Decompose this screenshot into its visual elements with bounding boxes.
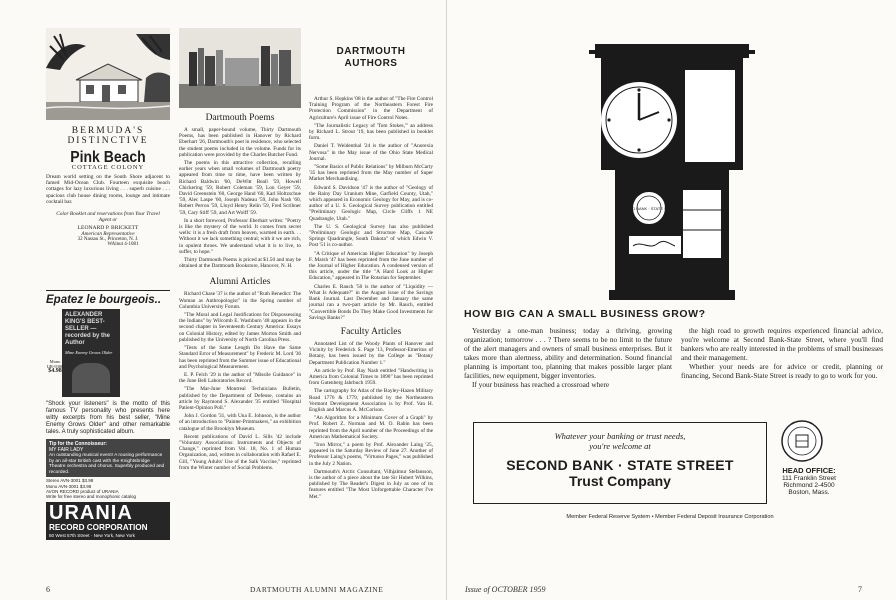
cottage-illustration — [46, 28, 170, 120]
paragraph: An article by Prof. Ray Nash entitled "Handwriting in America from Colonial Times to 1890" has been reprinted from Gutenberg Jahrbuch 1959. — [309, 367, 433, 387]
paragraph: Dartmouth's Arctic Consultant, Vilhjalmur Stefansson, is the author of a piece about the late Sir Hubert Wilkins, published by The Reader's Digest in July as one of its features entitled "The Most Unforgettable Character I've Met." — [309, 468, 433, 500]
album-photo — [72, 363, 110, 393]
paragraph: "Tests of the Same Length Do Have the Same Standard Error of Measurement" by Frederic M. Lord '36 has been reprinted from the Summer issue of Educational and Psychological Measurement. — [179, 345, 301, 370]
paragraph: John J. Gordon '31, with Una E. Johnson, is the author of an introduction to "Painter-Printmakers," an exhibition catalogue of the Brooklyn Museum. — [179, 413, 301, 432]
bermuda-booklet: Color Booklet and reservations from Your Travel Agent or — [56, 211, 160, 224]
urania-brand-sub: RECORD CORPORATION — [49, 522, 148, 532]
bermuda-name: Pink Beach — [70, 146, 146, 166]
paragraph: A small, paper-bound volume, Thirty Dartmouth Poems, has been published in Hanover by Richard Eberhart '26, Dartmouth's poet in residence, who selected the student poems included in the volume. Funds for its publication were provided by the Charles Butcher Fund. — [179, 127, 301, 158]
paragraph: Recent publications of David L. Sills '42 include "Voluntary Associations: Instruments and Objects of Change," reprinted from Vol. 18, No. 1 of Human Organization, and, written in collaboration with Rafael E. Gill, "Young Adults' Use of the Salk Vaccine," reprinted from the Winter number of Social Problems. — [179, 433, 301, 471]
paragraph: Whether your needs are for advice or credit, planning or financing, Second Bank-State Street is ready to go to work for you. — [681, 362, 883, 380]
faculty-body — [309, 341, 433, 500]
urania-brand: URANIA — [49, 501, 133, 524]
paragraph: "The Journalistic Legacy of 'Tom Stokes,'" an address by Richard L. Strout '19, has been published in booklet form. — [309, 122, 433, 142]
urania-price: $4.98 — [48, 368, 62, 374]
bermuda-line2: DISTINCTIVE — [67, 136, 149, 146]
alumni-body — [179, 291, 301, 470]
paragraph: E. P. Felch '29 is the author of "Missile Guidance" in the June Bell Laboratories Record. — [179, 371, 301, 385]
bank-body-left — [464, 326, 672, 389]
clock-seal-text: SECOND BANK · STATE STREET — [618, 206, 680, 211]
mono-line: Mono AVN-3001 $3.98 — [46, 483, 92, 489]
poems-heading: Dartmouth Poems — [205, 113, 275, 123]
paragraph: "An Algorithm for a Minimum Cover of a Graph" by Prof. Robert Z. Norman and M. O. Rabin has been reprinted from the April number of the Proceedings of the American Mathematical Society. — [309, 415, 433, 440]
paragraph: "A Critique of American Higher Education" by Joseph F. Marsh '47 has been reprinted from the June number of the Journal of Higher Education. A condensed version of this article, under the title "A Hard Look at Higher Education," appeared in The Rotarian for September. — [309, 250, 433, 282]
price-lines — [46, 478, 170, 499]
album-title: ALEXANDER KING'S BEST-SELLER — recorded by the Author — [65, 312, 111, 346]
tip-title: Tip for the Connoisseur: — [49, 441, 107, 447]
paragraph: the high road to growth requires experienced financial advice, you're welcome at Second Bank-State Street, where you'll find bankers who are really interested in the problems of small businesses and their management. — [681, 326, 883, 362]
bermuda-rep-phone: WAlnut 4-1081 — [107, 242, 139, 248]
album-cover — [62, 309, 120, 397]
mono-mark — [46, 359, 64, 374]
urania-mono-no: UR-9300 — [46, 364, 64, 369]
album-sub: Mine Enemy Grows Older — [65, 350, 113, 355]
bermuda-ad — [46, 28, 170, 286]
paragraph: Annotated List of the Woody Plants of Hanover and Vicinity by Frederick S. Page '13, Professor-Emeritus of Botany, has been issued by the College as "Botany Department Publication Number 1." — [309, 340, 433, 366]
paragraph: Charles E. Rauch '50 is the author of "Liquidity — What Is Adequate?" in the August issue of the Savings Bank Journal. Last December and January the same journal ran a two-part article by Mr. Rauch, entitled "Convertible Bonds Do They Make Good Investments for Savings Banks?" — [309, 283, 433, 321]
head-office-addr3: Boston, Mass. — [788, 489, 830, 496]
paragraph: "The Moral and Legal Justifications for Dispossessing the Indians" by Wilcomb E. Washburn '48 appears in the second chapter in Seventeenth Century America: Essays on Colonial History, edited by James Morton Smith and published by the University of North Carolina Press. — [179, 312, 301, 343]
paragraph: In a short foreword, Professor Eberhart writes: "Poetry is like the mystery of the world. It comes from secret wells: it is a fresh draft from heaven, warmed in earth. . . Without it we lack something central; with it we are rich, in opulent throes. We understand what it is to live, to suffer, to hope." — [179, 217, 301, 255]
head-office-addr2: Richmond 2-4500 — [783, 482, 835, 489]
right-page-number: 7 — [858, 585, 862, 594]
issue-date: Issue of OCTOBER 1959 — [465, 585, 546, 594]
bank-tagline1: Whatever your banking or trust needs, — [554, 431, 686, 441]
title-line2: AUTHORS — [344, 58, 398, 69]
paragraph: Arthur S. Hopkins '08 is the author of "The Fire Control Training Program of the Northeastern Forest Fire Protection Commission" in the Department of Agriculture's April issue of Fire Control Notes. — [309, 96, 433, 121]
paragraph: "Some Basics of Public Relations" by Milburn McCarty '35 has been reprinted from the May number of Super Market Merchandising. — [309, 164, 433, 183]
grandfather-clock-illustration — [589, 40, 755, 300]
stereo-line: Stereo AVN-3001 $3.98 — [46, 478, 94, 484]
urania-address: 50 West 57th Street · New York, New York — [49, 532, 135, 538]
urania-logo-block — [46, 502, 170, 540]
urania-mono-label: Mono — [49, 359, 61, 364]
left-page-number: 6 — [46, 585, 50, 594]
paragraph: The U. S. Geological Survey has also published "Preliminary Geologic and Structure Map, Cascade Springs Quadrangle, South Dakota" of which Edwin V. Post '51 is co-author. — [309, 223, 433, 249]
bank-seal-icon — [781, 420, 823, 462]
connoisseur-box — [46, 439, 170, 477]
magazine-name: DARTMOUTH ALUMNI MAGAZINE — [250, 585, 384, 594]
paragraph: The cartography for Atlas of the Bayley-Hazen Military Road 1776 & 1779, published by the Northeastern Vermont Development Association is by Prof. Van H. English and Marcus A. McCorison. — [309, 388, 433, 413]
paragraph: Thirty Dartmouth Poems is priced at $1.50 and may be obtained at the Dartmouth Bookstore, Hanover, N. H. — [179, 257, 301, 270]
bank-headline: HOW BIG CAN A SMALL BUSINESS GROW? — [464, 308, 706, 320]
poems-body — [179, 127, 301, 269]
alumni-heading: Alumni Articles — [209, 277, 271, 288]
books-photo — [179, 28, 301, 108]
paragraph: Yesterday a one-man business; today a thriving, growing organization; tomorrow . . . ? There seems to be no limit to the future of the alert managers and owners of small business enterprises. But it takes more than alertness, ability and determination. Sound financial planning is important too, planning that makes possible larger plant facilities, new equipment, bigger inventories. — [464, 326, 672, 380]
bermuda-rep-addr: 32 Nassau St., Princeton, N. J. — [77, 237, 139, 243]
avon-line: AVON RECORD product of URANIA — [46, 488, 119, 494]
right-page — [447, 0, 896, 600]
urania-headline: Epatez le bourgeois.. — [46, 290, 170, 306]
tip-body: An outstanding musical event! A rousing performance by an all-star British cast with the Knightsbridge Theatre orchestra and chorus. Superbly produced and recorded. — [49, 453, 165, 475]
member-line: Member Federal Reserve System • Member Federal Deposit Insurance Corporation — [566, 514, 774, 520]
faculty-heading: Faculty Articles — [340, 326, 402, 337]
catalog-line: Write for free stereo and monophonic catalog — [46, 494, 136, 500]
column-2 — [179, 28, 301, 473]
bermuda-subtitle: COTTAGE COLONY — [71, 164, 145, 171]
urania-body: "Shock your listeners" is the motto of this famous TV personality who presents here witty excerpts from his best seller, "Mine Enemy Grows Older" and other remarkable tales. A truly sophisticated album. — [46, 401, 170, 435]
bank-name-line2: Trust Company — [569, 473, 671, 489]
authors-body — [309, 96, 433, 321]
bank-name-line1: SECOND BANK · STATE STREET — [506, 457, 734, 473]
column-3 — [309, 28, 433, 502]
paragraph: "Iron Mirror," a poem by Prof. Alexander Laing '25, appeared in the Saturday Review of June 27. Another of Professor Laing's poems, "Virtuoso Pages," was published in the July 2 Nation. — [309, 441, 433, 467]
bank-logo-box — [473, 422, 767, 504]
head-office-addr1: 111 Franklin Street — [782, 475, 836, 482]
title-line1: DARTMOUTH — [336, 46, 406, 57]
paragraph: If your business has reached a crossroad where — [472, 380, 610, 389]
urania-ad — [46, 290, 170, 570]
head-office — [777, 466, 841, 496]
dartmouth-authors-title — [309, 28, 433, 96]
left-page — [0, 0, 447, 600]
bank-tagline2: you're welcome at — [589, 441, 651, 451]
bank-body-right — [681, 326, 883, 380]
paragraph: Daniel T. Weidenthal '24 is the author of "Anorexia Nervosa" in the May issue of the Ohio State Medical Journal. — [309, 143, 433, 162]
bermuda-rep-title: American Representative — [81, 231, 135, 238]
paragraph: Edward S. Davidson '47 is the author of "Geology of the Rainy Day Uranium Mine, Garfield County, Utah," which appeared in Economic Geology for May, and is co-author of a U. S. Geological Survey publication entitled "Preliminary Geologic Map, Circle Cliffs 1 NE Quadrangle, Utah." — [309, 184, 433, 222]
head-office-label: HEAD OFFICE: — [782, 466, 836, 475]
tip-name: MY FAIR LADY — [49, 447, 84, 453]
bermuda-body: Dream world setting on the South Shore adjacent to famed Mid-Ocean Club. Fourteen exquisite beach cottages for lazy luxurious living . . . superb cuisine . . . spacious club house dining rooms, lounge and intimate cocktail bar. — [46, 174, 170, 205]
bermuda-line1: BERMUDA'S — [71, 126, 145, 136]
bermuda-rep-name: LEONARD P. BRICKETT — [77, 225, 139, 232]
paragraph: Richard Chase '37 is the author of "Ruth Benedict: The Woman as Anthropologist" in the Spring number of Columbia University Forum. — [179, 291, 301, 310]
paragraph: "The Mar-June Montreal Technicians Bulletin, published by the Department of Defense, contains an article by Raymond S. Alexander '35 entitled "Hospital Patient-Opinion Poll." — [179, 386, 301, 411]
paragraph: The poems in this attractive collection, recalling earlier years when small volumes of Dartmouth poetry appeared from time to time, have been written by Richard Baldwin '60, DeWitt Beall '59, Howell Chickering '59, Robert Coleman '59, Lon Geyer '59, David Greenstein '60, George Hand '60, Karl Holtzschue '59, Alec Laspe '60, Joseph Nadeau '59, John Nash '60, Robert Perron '59, Lloyd Henry Relin '59, Fred Scribner '59, Cary Stiff '59, and Art Wolff '59. — [179, 160, 301, 216]
